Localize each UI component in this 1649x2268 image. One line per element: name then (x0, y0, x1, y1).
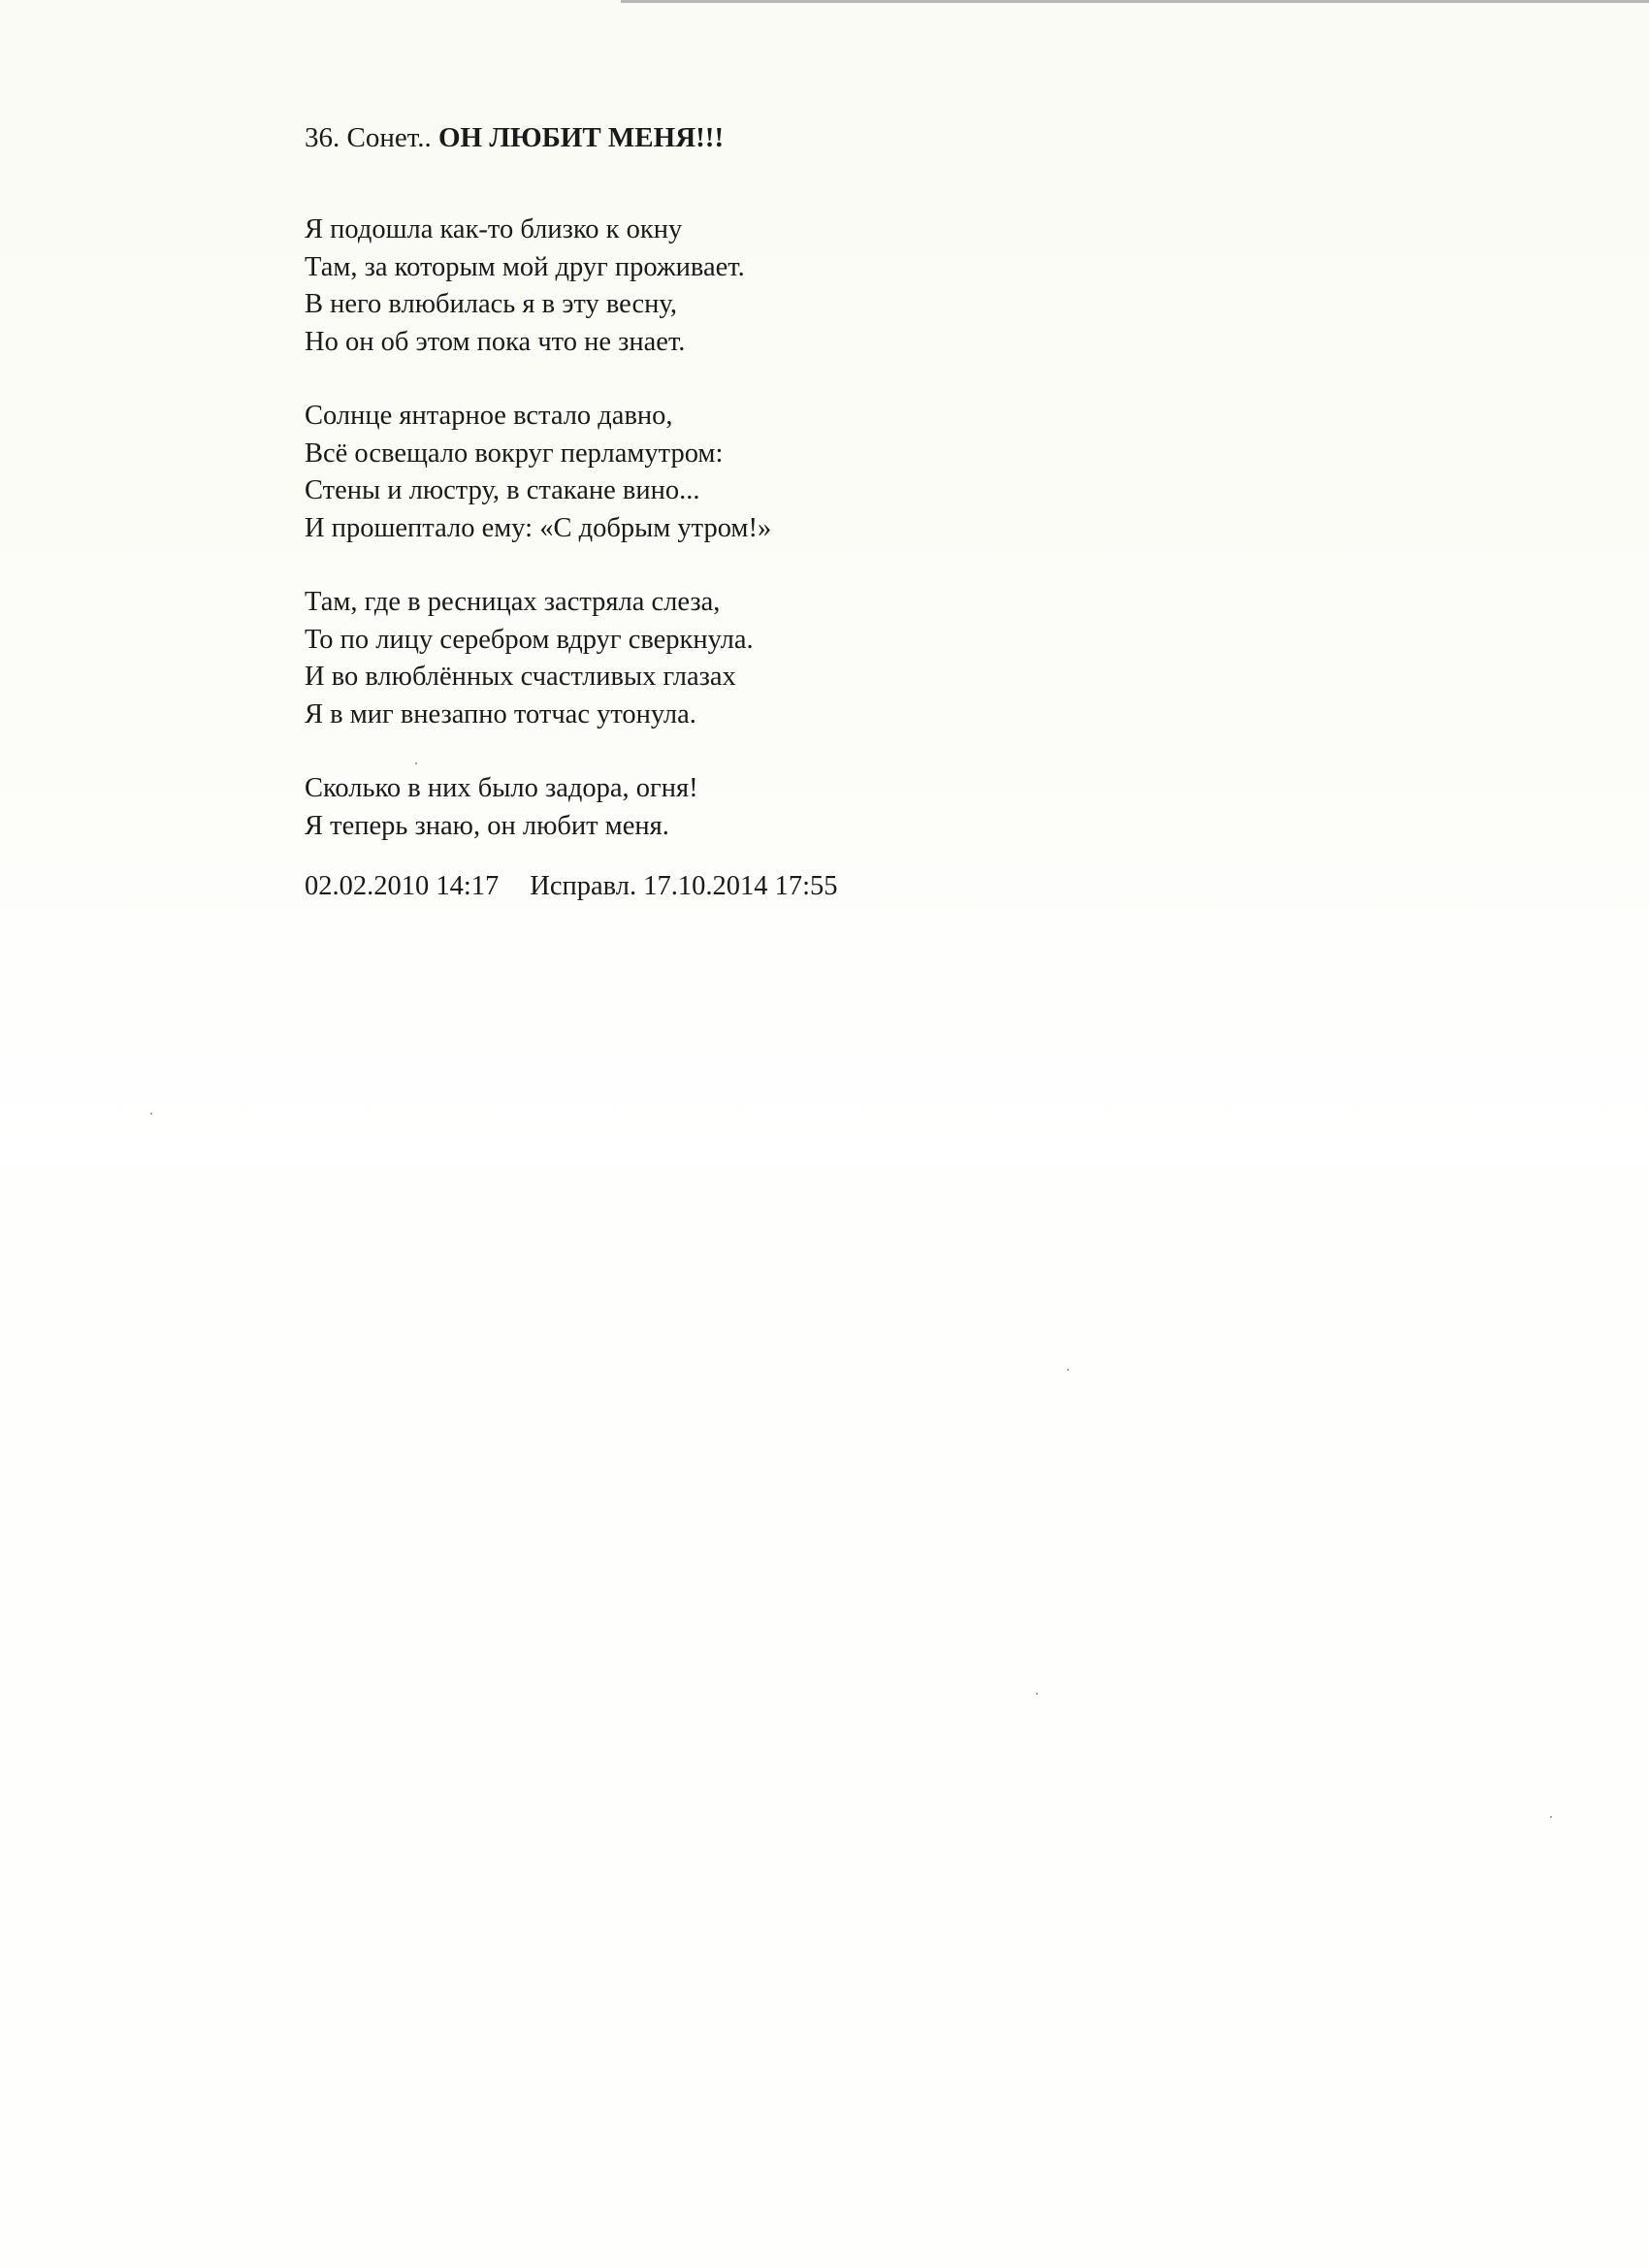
poem-title (305, 118, 1275, 157)
stanza-3 (305, 584, 1275, 733)
poem-line: Я подошла как-то близко к окну (305, 214, 683, 244)
stanza-1 (305, 211, 1275, 361)
poem-line: Сколько в них было задора, огня! (305, 773, 698, 803)
poem-line: Я теперь знаю, он любит меня. (305, 810, 669, 841)
poem-line: То по лицу серебром вдруг сверкнула. (305, 624, 754, 655)
poem-title-prefix: 36. Сонет.. (305, 122, 432, 153)
poem-line: И во влюблённых счастливых глазах (305, 662, 736, 692)
date-revised: Исправл. 17.10.2014 17:55 (530, 871, 838, 901)
poem-line: Солнце янтарное встало давно, (305, 401, 673, 431)
scan-speck (1067, 1369, 1069, 1371)
poem-line: Всё освещало вокруг перламутром: (305, 437, 724, 469)
poem-dates (305, 868, 1275, 906)
poem-body (305, 118, 1275, 906)
poem-line: Но он об этом пока что не знает. (305, 326, 686, 357)
poem-line: Там, за которым мой друг проживает. (305, 251, 745, 282)
poem-line: Я в миг внезапно тотчас утонула. (305, 698, 696, 729)
scan-speck (1550, 1816, 1552, 1818)
scan-speck (150, 1113, 152, 1115)
scan-speck (1036, 1693, 1038, 1695)
scan-top-edge (621, 0, 1649, 3)
date-written: 02.02.2010 14:17 (305, 871, 500, 901)
poem-line: И прошептало ему: «С добрым утром!» (305, 512, 772, 543)
poem-line: Стены и люстру, в стакане вино... (305, 475, 700, 505)
poem-line: В него влюбилась я в эту весну, (305, 289, 677, 319)
stanza-2 (305, 398, 1275, 547)
poem-title-bold: ОН ЛЮБИТ МЕНЯ!!! (437, 122, 725, 153)
poem-line: Там, где в ресницах застряла слеза, (305, 587, 721, 617)
stanza-4 (305, 770, 1275, 845)
